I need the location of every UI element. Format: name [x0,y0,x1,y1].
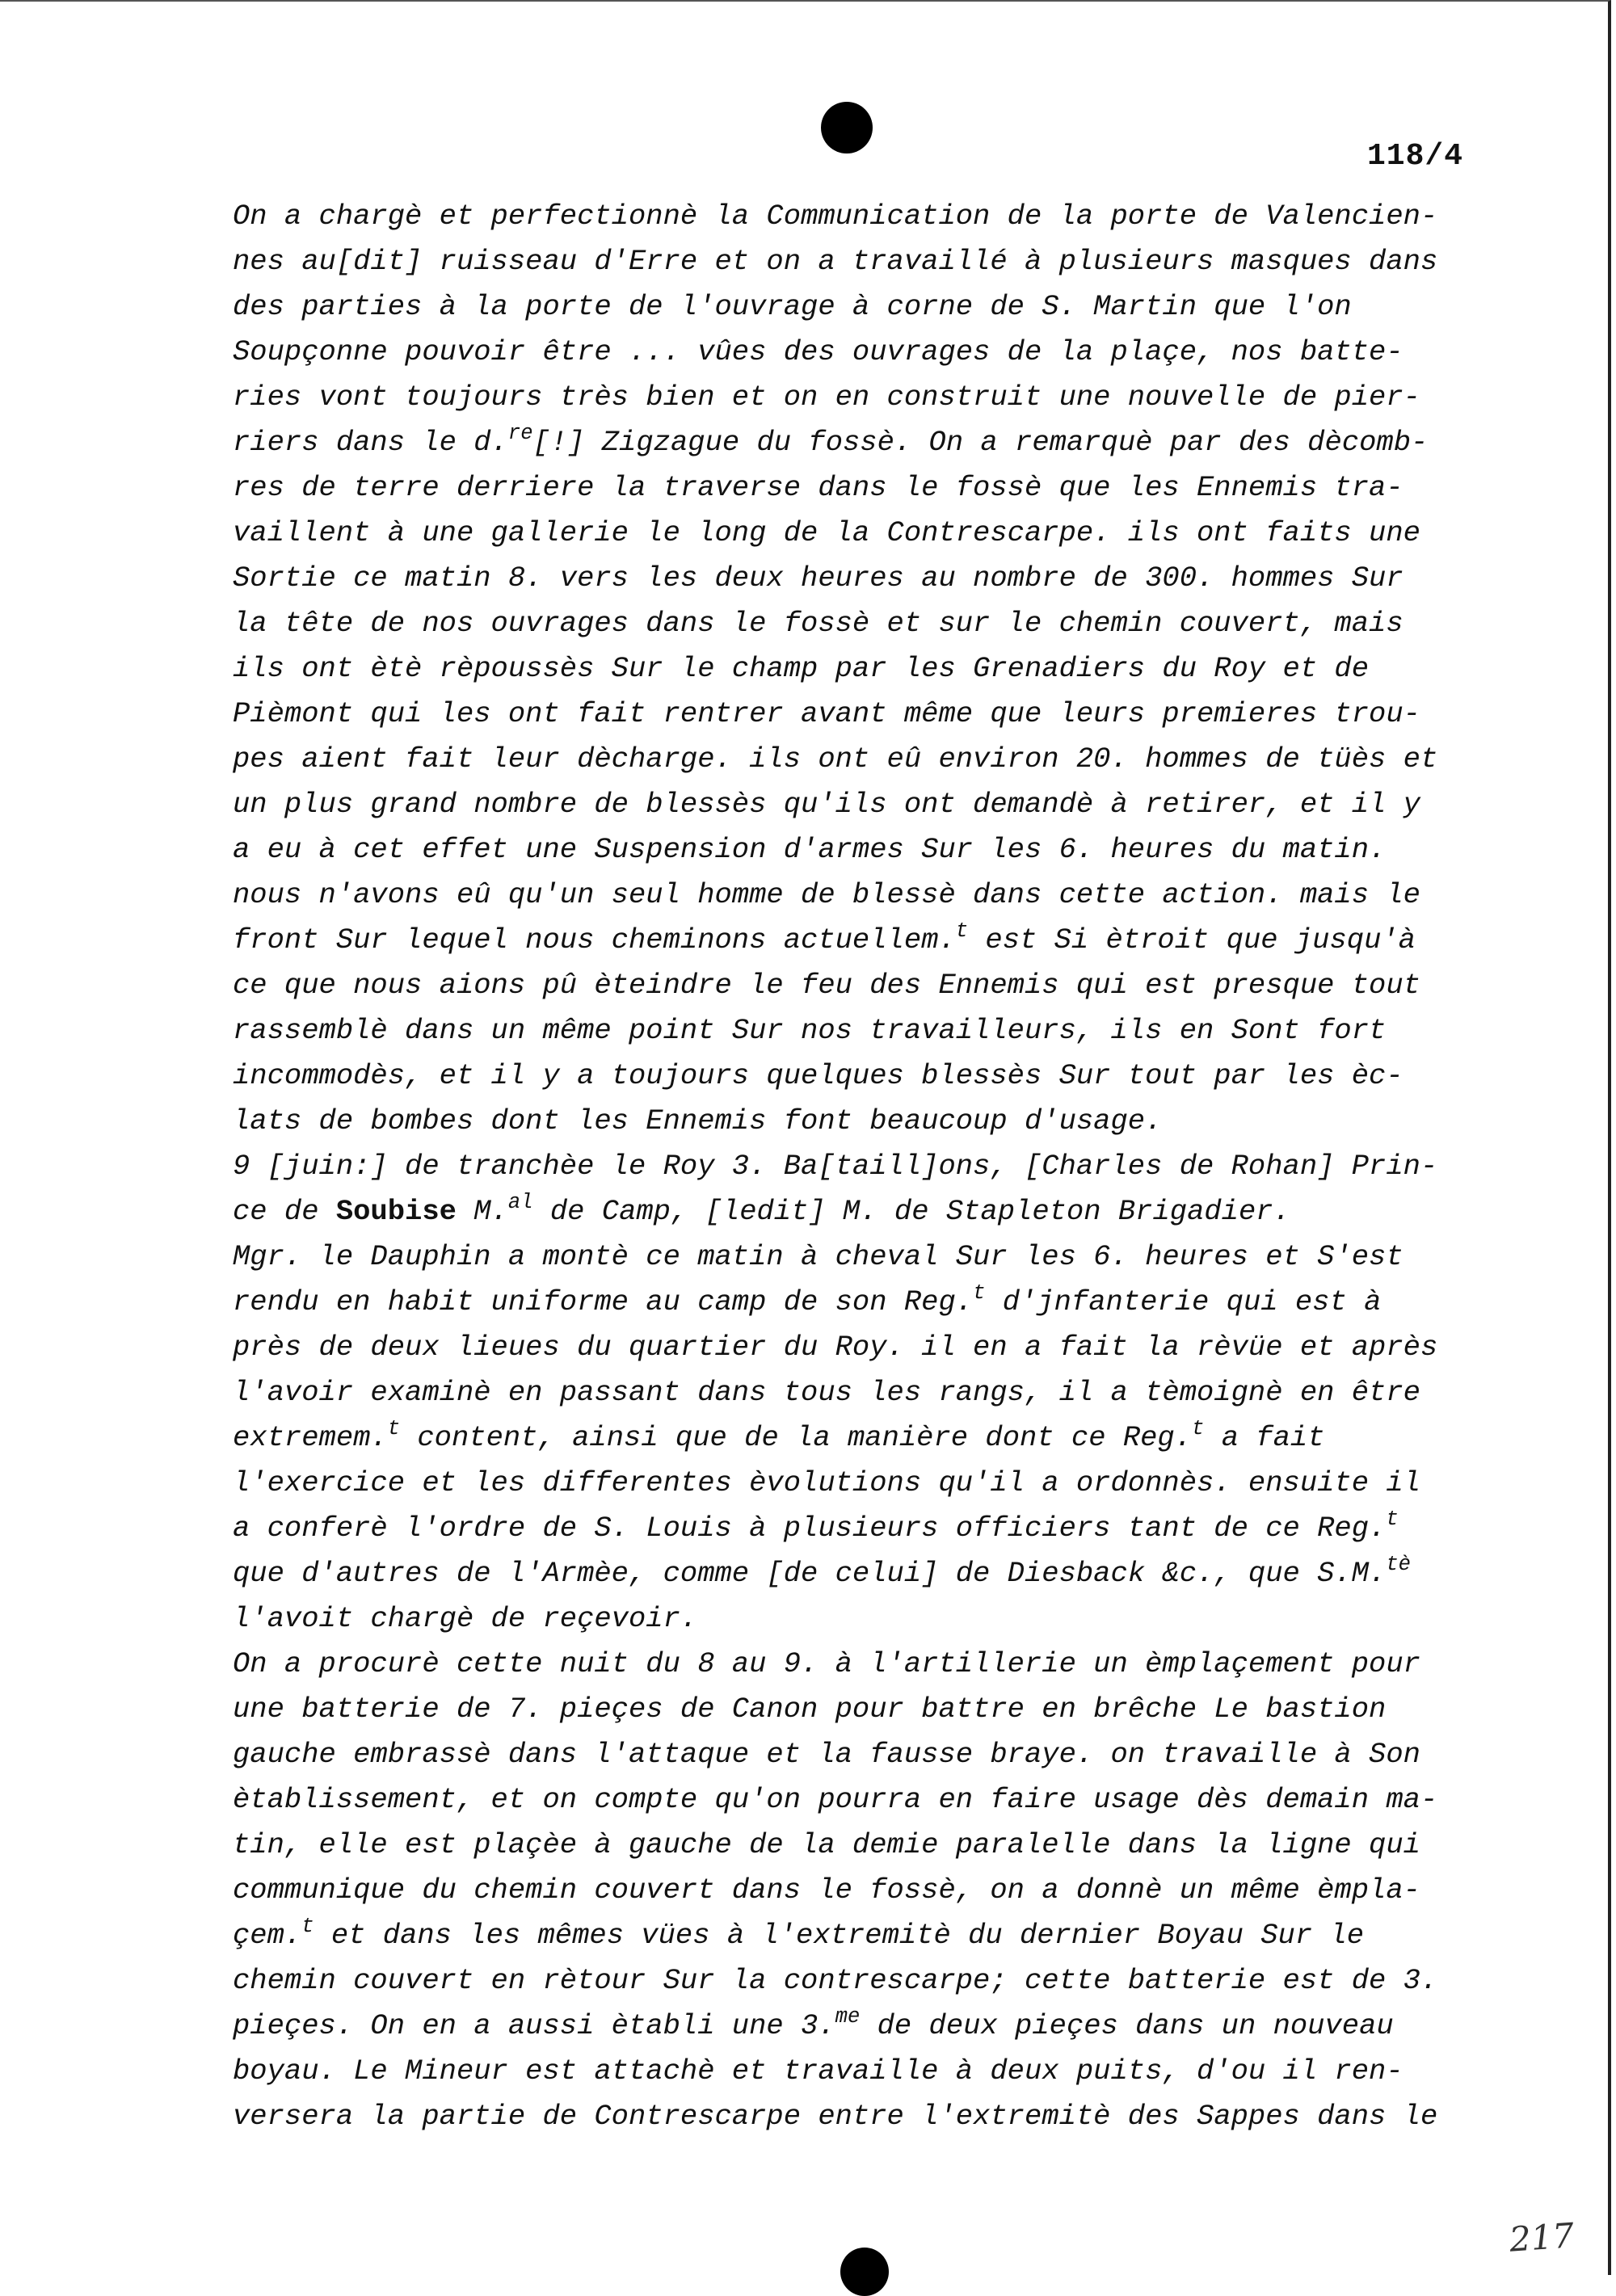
text-run: de deux pieçes dans un nouveau [860,2009,1394,2042]
text-line [233,1913,1477,1958]
text-line [233,2004,1477,2049]
text-line: versera la partie de Contrescarpe entre l'extremitè des Sappes dans le [233,2100,1438,2133]
text-run: rendu en habit uniforme au camp de son Reg. [233,1285,974,1318]
text-run: pieçes. On en a aussi ètabli une 3. [233,2009,835,2042]
text-line [233,1280,1477,1325]
text-line: lats de bombes dont les Ennemis font beaucoup d'usage. [233,1104,1163,1137]
text-run: a conferè l'ordre de S. Louis à plusieurs officiers tant de ce Reg. [233,1512,1387,1545]
text-run: est Si ètroit que jusqu'à [968,923,1416,957]
text-line: incommodès, et il y a toujours quelques blessès Sur tout par les èc- [233,1059,1403,1092]
text-line: Sortie ce matin 8. vers les deux heures au nombre de 300. hommes Sur [233,561,1403,595]
text-line: gauche embrassè dans l'attaque et la fausse braye. on travaille à Son [233,1738,1420,1771]
text-line [233,918,1477,963]
text-line: boyau. Le Mineur est attachè et travaille à deux puits, d'ou il ren- [233,2054,1403,2088]
text-run: ce de [233,1195,336,1228]
text-run: d'jnfanterie qui est à [985,1285,1382,1318]
superscript: t [1192,1416,1205,1440]
page-number: 118/4 [1367,139,1464,174]
punch-hole-bottom [840,2248,889,2296]
text-line: ils ont ètè rèpoussès Sur le champ par les Grenadiers du Roy et de [233,652,1370,685]
text-line: vaillent à une gallerie le long de la Contrescarpe. ils ont faits une [233,516,1420,549]
text-line [233,420,1477,465]
text-line: rassemblè dans un même point Sur nos travailleurs, ils en Sont fort [233,1014,1387,1047]
superscript: t [973,1280,986,1305]
text-run: riers dans le d. [233,426,508,459]
superscript: me [835,2004,861,2029]
text-run: que d'autres de l'Armèe, comme [de celui] de Diesback &c., que S.M. [233,1557,1387,1590]
text-line: nous n'avons eû qu'un seul homme de blessè dans cette action. mais le [233,878,1420,911]
text-line: ries vont toujours très bien et on en construit une nouvelle de pier- [233,381,1420,414]
superscript: t [1386,1507,1399,1531]
superscript: t [955,919,969,943]
text-line: près de deux lieues du quartier du Roy. il en a fait la rèvüe et après [233,1331,1438,1364]
paragraph-1 [233,194,1477,1144]
text-line: On a procurè cette nuit du 8 au 9. à l'artillerie un èmplaçement pour [233,1647,1420,1680]
superscript: t [387,1416,401,1440]
text-run: [!] Zigzague du fossè. On a remarquè par des dècomb- [532,426,1429,459]
text-line: ètablissement, et on compte qu'on pourra en faire usage dès demain ma- [233,1783,1438,1816]
punch-hole-top [821,102,873,153]
text-line: une batterie de 7. pieçes de Canon pour battre en brêche Le bastion [233,1693,1387,1726]
paragraph-2 [233,1144,1477,2139]
text-line: tin, elle est plaçèe à gauche de la demie paralelle dans la ligne qui [233,1828,1420,1861]
text-line: nes au[dit] ruisseau d'Erre et on a travaillé à plusieurs masques dans [233,245,1438,278]
text-line: Soupçonne pouvoir être ... vûes des ouvrages de la plaçe, nos batte- [233,335,1403,368]
text-line [233,1415,1477,1461]
text-line: Mgr. le Dauphin a montè ce matin à cheval Sur les 6. heures et S'est [233,1240,1403,1273]
text-line: pes aient fait leur dècharge. ils ont eû environ 20. hommes de tüès et [233,742,1438,776]
text-run: a fait [1204,1421,1325,1454]
text-line: chemin couvert en rètour Sur la contrescarpe; cette batterie est de 3. [233,1964,1438,1997]
handwritten-page-note: 217 [1508,2215,1576,2260]
text-line: un plus grand nombre de blessès qu'ils ont demandè à retirer, et il y [233,788,1420,821]
text-run: et dans les mêmes vües à l'extremitè du dernier Boyau Sur le [314,1919,1365,1952]
text-line: des parties à la porte de l'ouvrage à corne de S. Martin que l'on [233,290,1352,323]
superscript: tè [1386,1552,1412,1576]
text-line [233,1551,1477,1596]
text-run: front Sur lequel nous cheminons actuellem. [233,923,956,957]
text-line: res de terre derriere la traverse dans le fossè que les Ennemis tra- [233,471,1403,504]
text-line: l'exercice et les differentes èvolutions qu'il a ordonnès. ensuite il [233,1466,1420,1499]
text-run: de Camp, [ledit] M. de Stapleton Brigadier. [532,1195,1290,1228]
text-run: çem. [233,1919,302,1952]
text-run: extremem. [233,1421,388,1454]
bold-name: Soubise [335,1195,457,1228]
superscript: t [301,1914,314,1938]
text-run: content, ainsi que de la manière dont ce Reg. [400,1421,1193,1454]
superscript: re [507,421,533,445]
text-line: ce que nous aions pû èteindre le feu des Ennemis qui est presque tout [233,969,1420,1002]
text-line: On a chargè et perfectionnè la Communication de la porte de Valencien- [233,200,1438,233]
text-line [233,1506,1477,1551]
superscript: al [507,1190,533,1214]
text-line: 9 [juin:] de tranchèe le Roy 3. Ba[taill]ons, [Charles de Rohan] Prin- [233,1150,1438,1183]
text-run: M. [456,1195,508,1228]
text-line [233,1189,1477,1234]
text-line: Pièmont qui les ont fait rentrer avant même que leurs premieres trou- [233,697,1420,730]
text-line: l'avoit chargè de reçevoir. [233,1602,698,1635]
text-line: l'avoir examinè en passant dans tous les rangs, il a tèmoignè en être [233,1376,1420,1409]
text-line: la tête de nos ouvrages dans le fossè et sur le chemin couvert, mais [233,607,1403,640]
text-line: communique du chemin couvert dans le fossè, on a donnè un même èmpla- [233,1873,1420,1907]
text-line: a eu à cet effet une Suspension d'armes Sur les 6. heures du matin. [233,833,1387,866]
